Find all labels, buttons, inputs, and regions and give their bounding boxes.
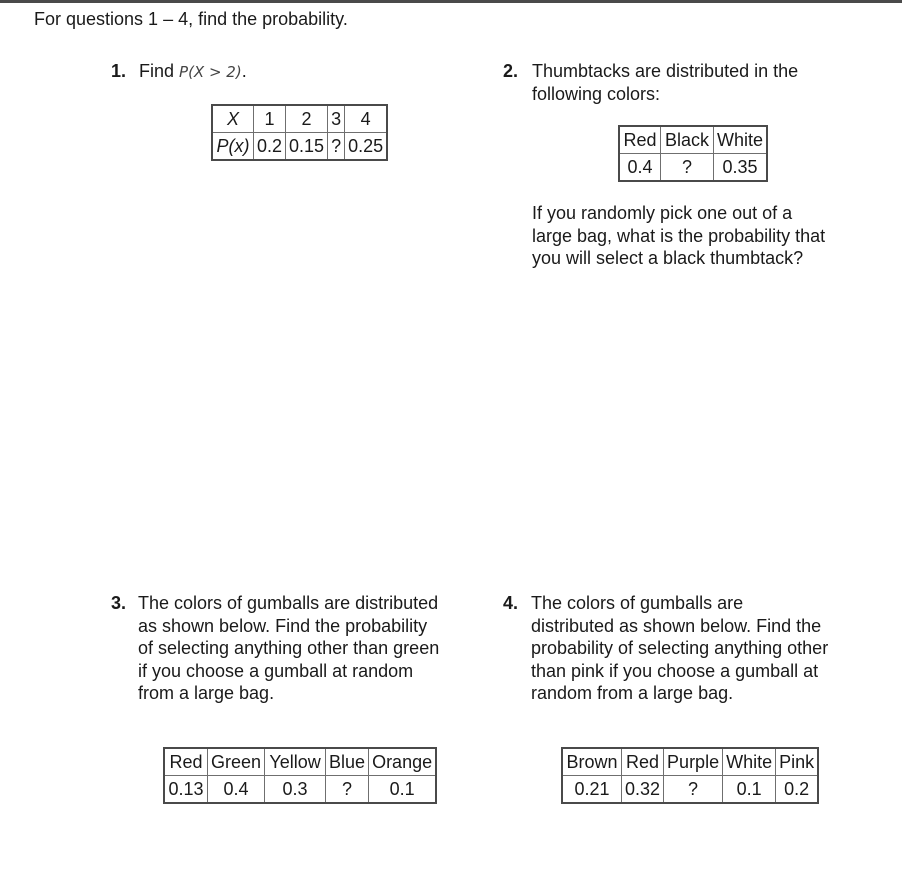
- table-cell: P(x): [212, 133, 254, 161]
- table-cell: 0.4: [208, 776, 265, 804]
- top-border-line: [0, 0, 902, 3]
- table-cell: 2: [286, 105, 328, 133]
- table-cell: Red: [164, 748, 208, 776]
- table-cell: 0.4: [619, 154, 661, 182]
- table-row: [212, 133, 387, 161]
- text-line: random from a large bag.: [531, 683, 734, 703]
- table-row: [212, 105, 387, 133]
- table-cell: Purple: [664, 748, 723, 776]
- table-cell: White: [714, 126, 768, 154]
- text-line: if you choose a gumball at random: [138, 660, 414, 681]
- table-cell: Orange: [369, 748, 437, 776]
- text-line: as shown below. Find the probability: [138, 615, 428, 636]
- question-1-prompt: [139, 60, 247, 84]
- table-cell: 3: [328, 105, 345, 133]
- question-1-number: 1.: [111, 61, 127, 81]
- table-cell: 0.32: [622, 776, 664, 804]
- table-cell: Green: [208, 748, 265, 776]
- question-3-table: [163, 747, 437, 804]
- table-cell: 0.1: [723, 776, 776, 804]
- table-cell: 0.2: [254, 133, 286, 161]
- table-cell: 0.15: [286, 133, 328, 161]
- table-cell: White: [723, 748, 776, 776]
- text-line: probability of selecting anything other: [531, 638, 829, 658]
- table-cell: 1: [254, 105, 286, 133]
- question-2-table: [618, 125, 768, 182]
- table-row: [562, 776, 818, 804]
- table-cell: 0.21: [562, 776, 622, 804]
- table-cell: 0.35: [714, 154, 768, 182]
- text-line: Thumbtacks are distributed in the: [532, 61, 799, 81]
- text-line: The colors of gumballs are distributed: [138, 593, 439, 613]
- question-2-question: [532, 202, 825, 270]
- table-cell: Brown: [562, 748, 622, 776]
- table-cell: ?: [326, 776, 369, 804]
- question-3-number: 3.: [111, 593, 127, 613]
- question-2-intro: [532, 60, 798, 105]
- text-line: than pink if you choose a gumball at: [531, 660, 819, 681]
- table-cell: 0.25: [345, 133, 388, 161]
- table-cell: Red: [622, 748, 664, 776]
- table-cell: 0.2: [776, 776, 819, 804]
- question-4-text: [531, 592, 828, 705]
- instructions: For questions 1 – 4, find the probability.: [34, 9, 348, 29]
- table-row: [619, 154, 767, 182]
- table-row: [164, 776, 436, 804]
- text-line: The colors of gumballs are: [531, 593, 744, 613]
- table-cell: 4: [345, 105, 388, 133]
- text-line: from a large bag.: [138, 683, 275, 703]
- question-4-table: [561, 747, 819, 804]
- table-cell: Red: [619, 126, 661, 154]
- question-1-find: Find: [139, 61, 175, 81]
- table-cell: 0.1: [369, 776, 437, 804]
- text-line: of selecting anything other than green: [138, 638, 440, 658]
- table-row: [619, 126, 767, 154]
- question-1-expression: P(X > 2): [179, 63, 242, 81]
- question-2-number: 2.: [503, 61, 519, 81]
- question-1-table: [211, 104, 388, 161]
- table-cell: Blue: [326, 748, 369, 776]
- table-cell: Yellow: [265, 748, 326, 776]
- question-3-text: [138, 592, 439, 705]
- text-line: you will select a black thumbtack?: [532, 248, 804, 268]
- table-cell: ?: [664, 776, 723, 804]
- table-cell: Pink: [776, 748, 819, 776]
- text-line: following colors:: [532, 83, 661, 104]
- question-4-number: 4.: [503, 593, 519, 613]
- table-cell: 0.3: [265, 776, 326, 804]
- table-cell: X: [212, 105, 254, 133]
- text-line: distributed as shown below. Find the: [531, 615, 822, 636]
- text-line: large bag, what is the probability that: [532, 225, 826, 246]
- table-cell: 0.13: [164, 776, 208, 804]
- table-cell: Black: [661, 126, 714, 154]
- table-cell: ?: [328, 133, 345, 161]
- question-1-period: .: [241, 61, 247, 81]
- text-line: If you randomly pick one out of a: [532, 203, 793, 223]
- table-cell: ?: [661, 154, 714, 182]
- table-row: [164, 748, 436, 776]
- table-row: [562, 748, 818, 776]
